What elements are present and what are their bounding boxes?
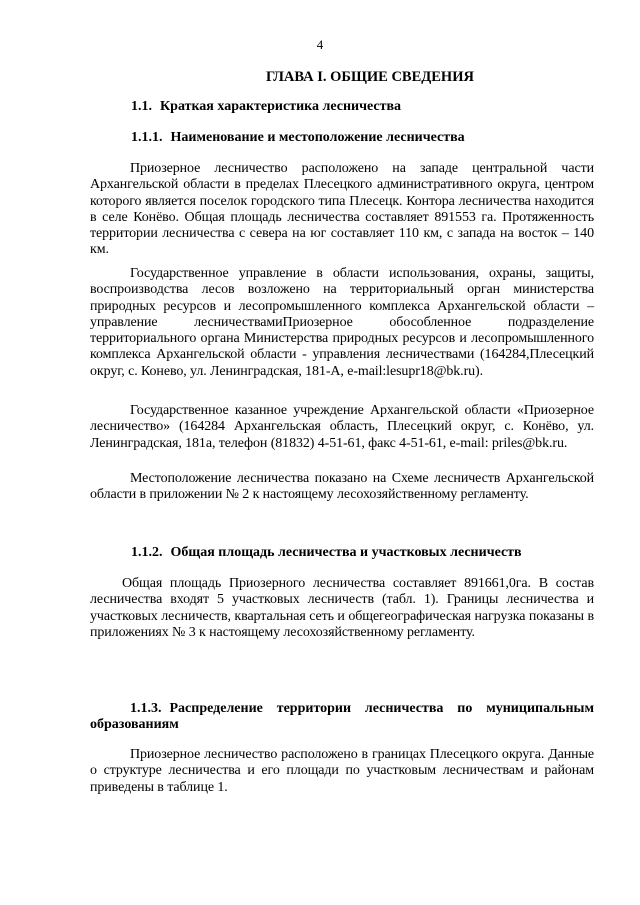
paragraph-total-area: Общая площадь Приозерного лесничества составляет 891661,0га. В состав лесничества входят 5 участковых лесничеств (табл. 1). Границы лесничества и участковых лесничеств, квартальная сеть и общегеографическая нагрузка показаны в приложениях № 3 к настоящему лесохозяйственному регламенту. — [90, 576, 594, 640]
paragraph-state-institution: Государственное казанное учреждение Архангельской области «Приозерное лесничество» (164284 Архангельская область, Плесецкий округ, с. Конёво, ул. Ленинградская, 181а, телефон (81832) 4-51-61, факс 4-51-61, e-mail: priles@bk.ru. — [90, 403, 594, 451]
section-number: 1.1.2. — [131, 545, 163, 560]
section-heading-1-1 — [131, 99, 401, 115]
section-number: 1.1. — [131, 99, 152, 114]
section-number: 1.1.1. — [131, 130, 163, 145]
paragraph-state-management: Государственное управление в области использования, охраны, защиты, воспроизводства лесов возложено на территориальный орган министерства природных ресурсов и лесопромышленного комплекса Архангельской области – управление лесничествамиПриозерное обособленное подразделение территориального органа Министерства природных ресурсов и лесопромышленного комплекса Архангельской области - управления лесничествами (164284,Плесецкий округ, с. Конево, ул. Ленинградская, 181-А, e-mail:lesupr18@bk.ru). — [90, 266, 594, 379]
paragraph-location-map: Местоположение лесничества показано на Схеме лесничеств Архангельской области в приложении № 2 к настоящему лесохозяйственному регламенту. — [90, 471, 594, 503]
section-title: Распределение территории лесничества по муниципальным образованиям — [90, 701, 594, 733]
section-title: Наименование и местоположение лесничества — [170, 130, 465, 145]
section-title: Общая площадь лесничества и участковых лесничеств — [170, 545, 522, 560]
paragraph-municipal-distribution: Приозерное лесничество расположено в границах Плесецкого округа. Данные о структуре лесничества и его площади по участковым лесничествам и районам приведены в таблице 1. — [90, 747, 594, 795]
section-heading-1-1-3 — [90, 701, 594, 734]
chapter-title: ГЛАВА I. ОБЩИЕ СВЕДЕНИЯ — [266, 69, 474, 85]
page-number: 4 — [316, 37, 324, 52]
section-heading-1-1-2 — [131, 545, 522, 561]
paragraph-location: Приозерное лесничество расположено на западе центральной части Архангельской области в пределах Плесецкого административного округа, центром которого является поселок городского типа Плесецк. Контора лесничества находится в селе Конёво. Общая площадь лесничества составляет 891553 га. Протяженность территории лесничества с севера на юг составляет 110 км, с запада на восток – 140 км. — [90, 161, 594, 258]
section-number: 1.1.3. — [130, 701, 162, 716]
section-heading-1-1-1 — [131, 130, 465, 146]
section-title: Краткая характеристика лесничества — [160, 99, 402, 114]
